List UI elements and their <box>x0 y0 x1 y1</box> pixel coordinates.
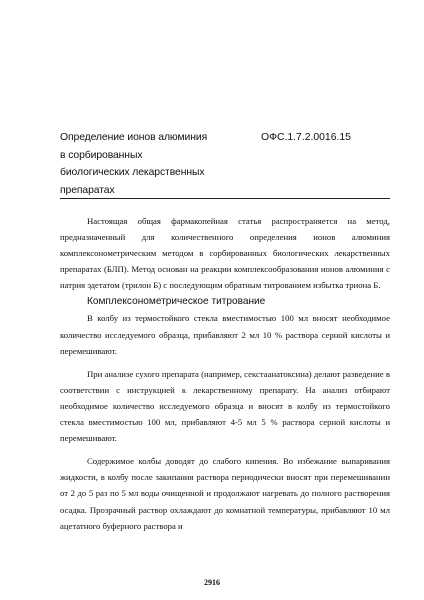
article-title <box>60 129 235 199</box>
article-code: ОФС.1.7.2.0016.15 <box>261 132 351 143</box>
article-body <box>60 206 390 534</box>
intro-paragraph: Настоящая общая фармакопейная статья распространяется на метод, предназначенный для количественного определения ионов алюминия комплексонометрическим методом в сорбированных биологических лекарственных препаратах (БЛП). Метод основан на реакции комплексообразования ионов алюминия с натрия эдетатом (трилон Б) с последующим обратным титрованием избытка триона Б. <box>60 216 390 291</box>
article-title-line: Определение ионов алюминия <box>60 132 208 143</box>
body-paragraph: При анализе сухого препарата (например, секстаанатоксина) делают разведение в соответствии с инструкцией к лекарственному препарату. На анализ отбирают необходимое количество исследуемого образца и вносят в колбу из термостойкого стекла вместимостью 100 мл, прибавляют 4-5 мл 5 % раствора серной кислоты и перемешивают. <box>60 368 390 444</box>
article-title-line: препаратах <box>60 184 115 196</box>
article-title-line: в сорбированных <box>60 149 143 161</box>
article-title-line: биологических лекарственных <box>60 167 205 178</box>
section-heading: Комплексонометрическое титрование <box>87 296 266 308</box>
spacer <box>60 446 390 453</box>
body-paragraph: Содержимое колбы доводят до слабого кипения. Во избежание выпаривания жидкости, в колбу после закипания раствора периодически вносят при перемешивании от 2 до 5 раз по 5 мл воды очищенной и продолжают нагревать до полного растворения осадка. Прозрачный раствор охлаждают до комнатной температуры, прибавляют 10 мл ацетатного буферного раствора и <box>60 456 390 531</box>
page-number: 2916 <box>204 578 220 587</box>
header-divider <box>60 198 390 199</box>
spacer <box>60 206 390 213</box>
spacer <box>60 359 390 366</box>
body-paragraph: В колбу из термостойкого стекла вместимостью 100 мл вносят необходимое количество исследуемого образца, прибавляют 2 мл 10 % раствора серной кислоты и перемешивают. <box>60 313 390 356</box>
